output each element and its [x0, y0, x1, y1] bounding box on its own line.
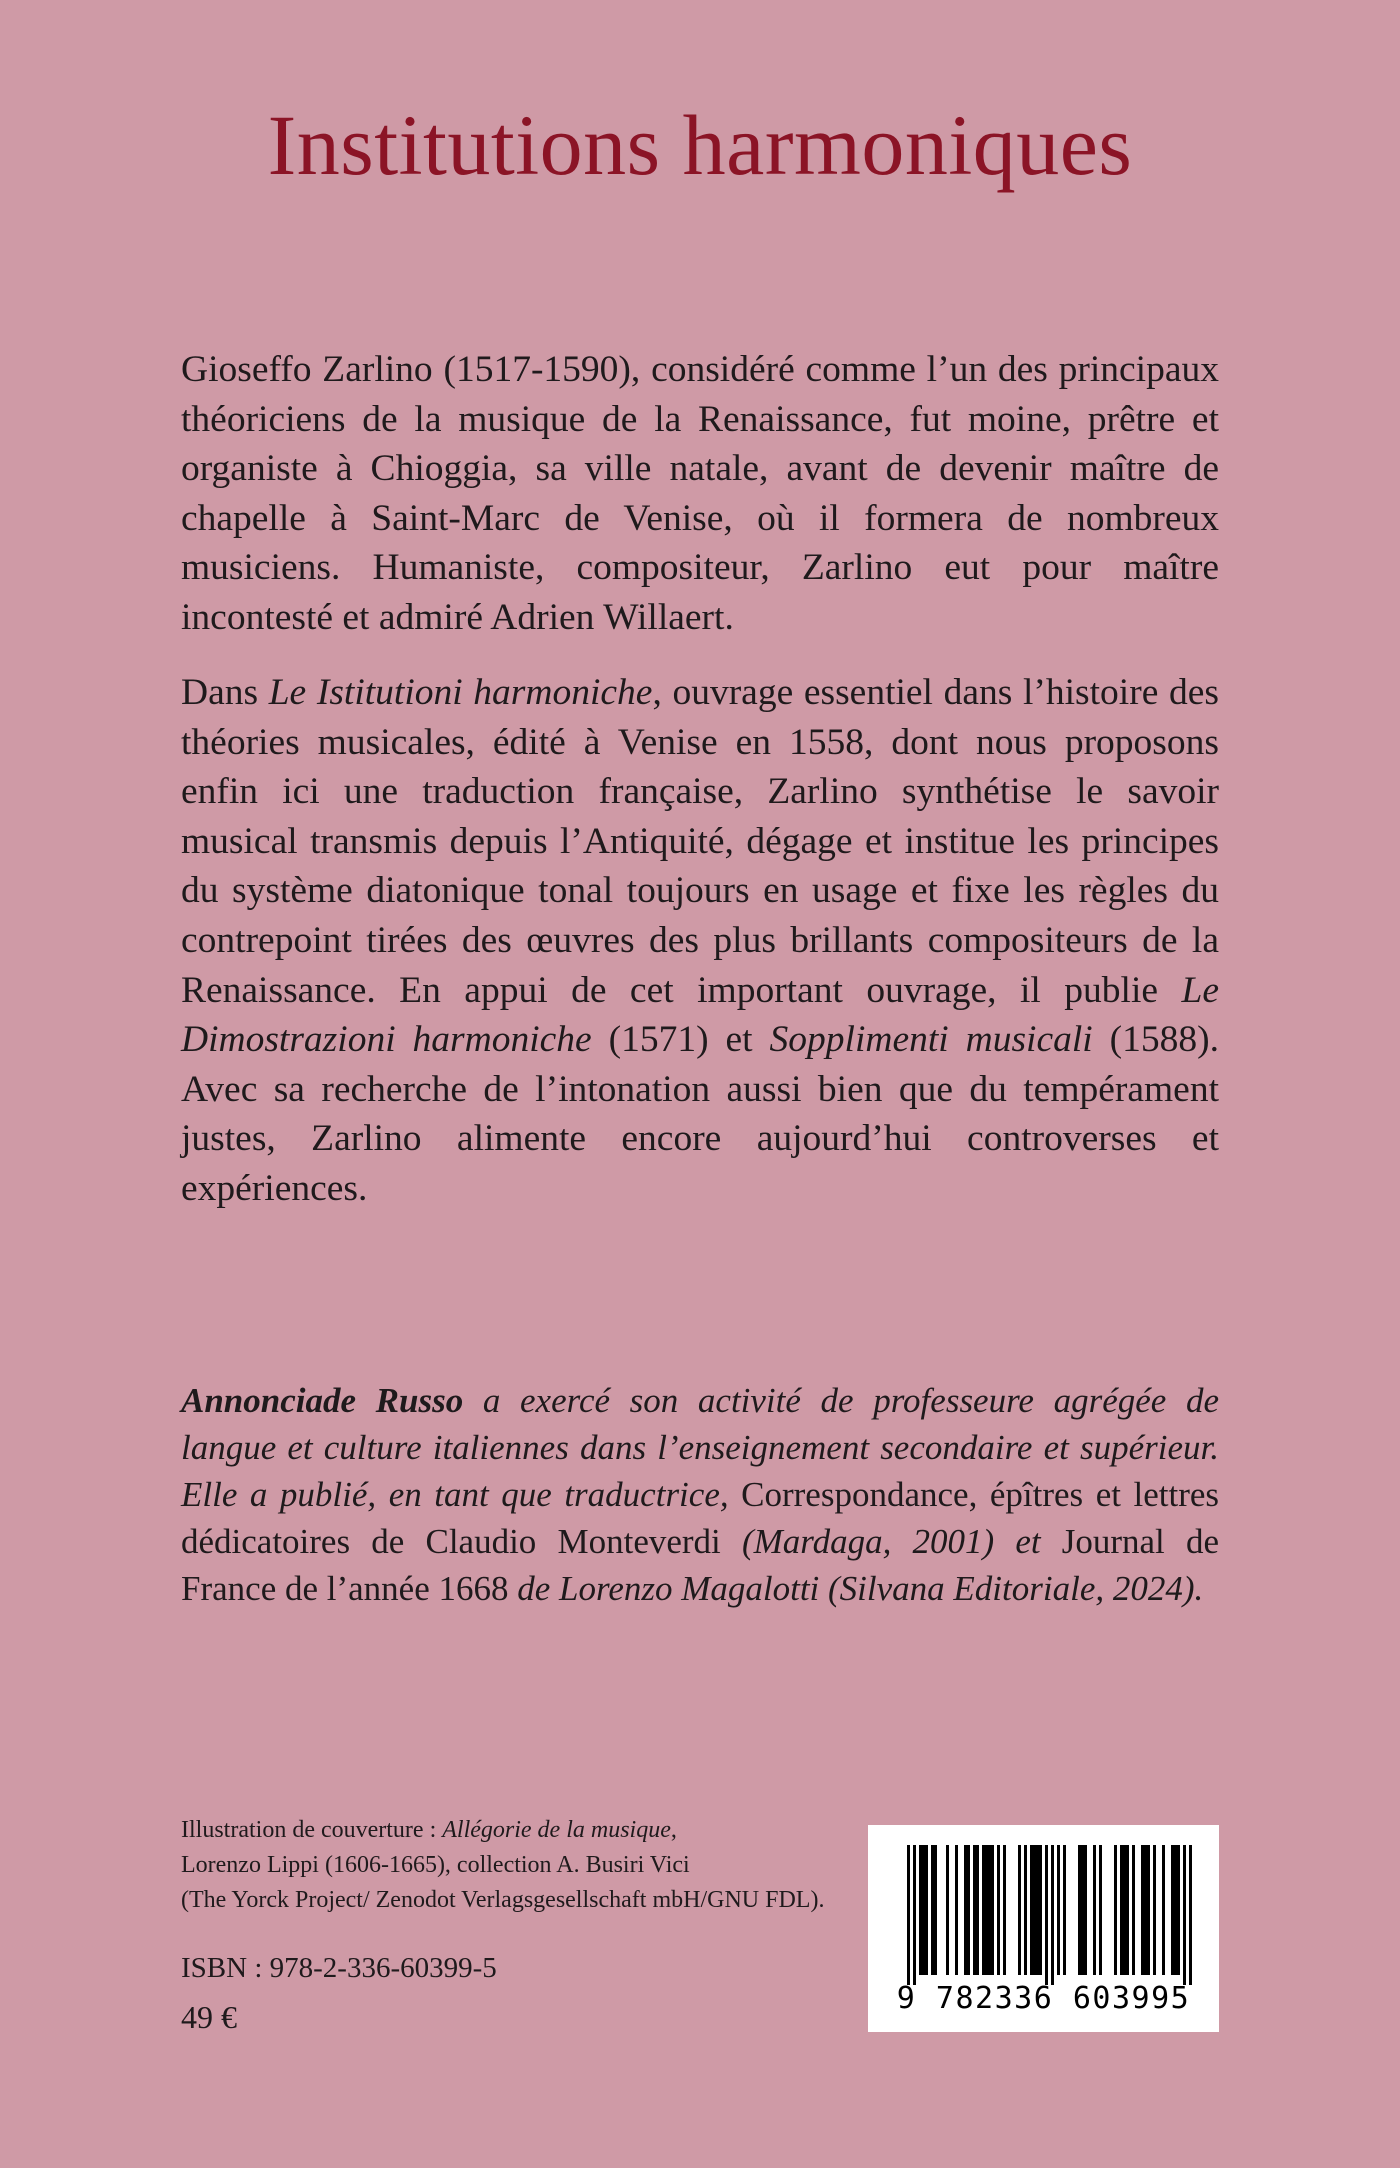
- isbn-number: ISBN : 978-2-336-60399-5: [181, 1952, 497, 1984]
- barcode-bar: [1084, 1845, 1087, 1975]
- cover-illustration-credits: [181, 1813, 825, 1918]
- barcode-bar: [1144, 1845, 1147, 1975]
- barcode-bar: [1126, 1845, 1129, 1975]
- barcode-digits: 9 782336 603995: [896, 1981, 1191, 2016]
- barcode-bar: [1099, 1845, 1102, 1975]
- translated-book-2: Journal de France de l’année 1668: [181, 1522, 1219, 1608]
- barcode-bar: [1174, 1845, 1177, 1975]
- author-name: Annonciade Russo: [181, 1381, 464, 1420]
- barcode-bar: [1036, 1845, 1039, 1975]
- credits-suffix: ,: [670, 1817, 677, 1843]
- barcode-bar: [1057, 1845, 1060, 1975]
- barcode-bar: [1003, 1845, 1006, 1975]
- author-biography: [181, 1377, 1219, 1612]
- translated-book-1: Correspondance, épîtres et lettres dédicatoires: [181, 1475, 1220, 1561]
- barcode-bar: [1093, 1845, 1096, 1975]
- barcode-bar: [1153, 1845, 1156, 1975]
- barcode-bar: [991, 1845, 994, 1975]
- barcode-bar: [922, 1845, 925, 1975]
- work-title-sopplimenti: Sopplimenti musicali: [769, 1019, 1093, 1061]
- barcode-bar: [1018, 1845, 1021, 1975]
- barcode-bar: [1033, 1845, 1036, 1975]
- barcode-bar: [1132, 1845, 1135, 1975]
- text-span: (1588). Avec sa recherche de l’intonation aussi bien que du tempérament justes, Zarlino alimente encore aujourd’hui controverses et expériences.: [181, 1019, 1219, 1209]
- barcode-bar: [985, 1845, 988, 1975]
- work-title-istitutioni: Le Istitutioni harmoniche: [268, 672, 653, 713]
- barcode-bar: [1123, 1845, 1126, 1975]
- barcode-bar: [1141, 1845, 1144, 1975]
- barcode-bar: [931, 1845, 934, 1975]
- barcode-bar: [973, 1845, 976, 1975]
- barcode-bar: [982, 1845, 985, 1975]
- barcode-bar: [1039, 1845, 1042, 1975]
- description-paragraph-2: [181, 668, 1219, 1214]
- barcode-bar: [1078, 1845, 1081, 1975]
- barcode-bar: [1147, 1845, 1150, 1975]
- bio-publisher-1: (Mardaga, 2001) et: [741, 1522, 1062, 1561]
- description-paragraph-1: Gioseffo Zarlino (1517-1590), considéré comme l’un des principaux théoriciens de la musique de la Renaissance, fut moine, prêtre et organiste à Chioggia, sa ville natale, avant de devenir maître de chapelle à Saint-Marc de Venise, où il formera de nombreux musiciens. Humaniste, compositeur, Zarlino eut pour maître incontesté et admiré Adrien Willaert.: [181, 349, 1219, 638]
- barcode-bar: [1063, 1845, 1066, 1975]
- barcode-bar: [1081, 1845, 1084, 1975]
- barcode-bar: [907, 1845, 910, 1985]
- barcode-bar: [913, 1845, 916, 1985]
- credits-line-1: [181, 1813, 821, 1848]
- barcode-bar: [997, 1845, 1000, 1975]
- bio-text: de Claudio Monteverdi: [350, 1522, 742, 1561]
- barcode-bar: [934, 1845, 937, 1975]
- barcode-bar: [1177, 1845, 1180, 1975]
- barcode-bar: [967, 1845, 970, 1975]
- barcode-bar: [976, 1845, 979, 1975]
- barcode-bar: [946, 1845, 949, 1975]
- book-title: Institutions harmoniques: [267, 97, 1133, 193]
- barcode-bar: [1120, 1845, 1123, 1975]
- barcode-bar: [1171, 1845, 1174, 1975]
- credits-line-3: (The Yorck Project/ Zenodot Verlagsgesellschaft mbH/GNU FDL).: [181, 1887, 825, 1913]
- text-span: Dans: [181, 672, 269, 713]
- barcode-bar: [955, 1845, 958, 1975]
- barcode-bar: [1030, 1845, 1033, 1975]
- barcode-bar: [1045, 1845, 1048, 1985]
- barcode-bar: [1183, 1845, 1186, 1985]
- illustration-title: Allégorie de la musique: [442, 1817, 671, 1843]
- barcode-bar: [1114, 1845, 1117, 1975]
- text-span: , ouvrage essentiel dans l’histoire des théories musicales, édité à Venise en 1558, dont nous proposons enfin ici une traduction française, Zarlino synthétise le savoir musical transmis depuis l’Antiquité, dégage et institue les principes du système diatonique tonal toujours en usage et fixe les règles du contrepoint tirées des œuvres des plus brillants compositeurs de la Renaissance. En appui de cet important ouvrage, il publie: [181, 672, 1219, 1011]
- bio-text: a exercé son activité de professeure agrégée de langue et culture italiennes dans l’enseignement secondaire et supérieur. Elle a publié, en tant que traductrice,: [181, 1381, 1219, 1514]
- credits-line-2: Lorenzo Lippi (1606-1665), collection A. Busiri Vici: [181, 1852, 690, 1878]
- barcode-bar: [925, 1845, 928, 1975]
- bio-text: de Lorenzo Magalotti (Silvana Editoriale, 2024).: [508, 1569, 1204, 1608]
- barcode-bar: [1024, 1845, 1027, 1975]
- price: 49 €: [181, 1999, 237, 2035]
- text-span: (1571) et: [591, 1019, 770, 1061]
- barcode-bar: [1051, 1845, 1054, 1985]
- credits-prefix: Illustration de couverture :: [181, 1817, 443, 1843]
- barcode-bar: [1162, 1845, 1165, 1975]
- barcode-bar: [1189, 1845, 1192, 1985]
- barcode-bar: [919, 1845, 922, 1975]
- work-title-dimostrazioni: Le Dimostrazioni harmoniche: [181, 969, 1219, 1061]
- barcode: [868, 1825, 1219, 2032]
- barcode-bar: [964, 1845, 967, 1975]
- barcode-bar: [988, 1845, 991, 1975]
